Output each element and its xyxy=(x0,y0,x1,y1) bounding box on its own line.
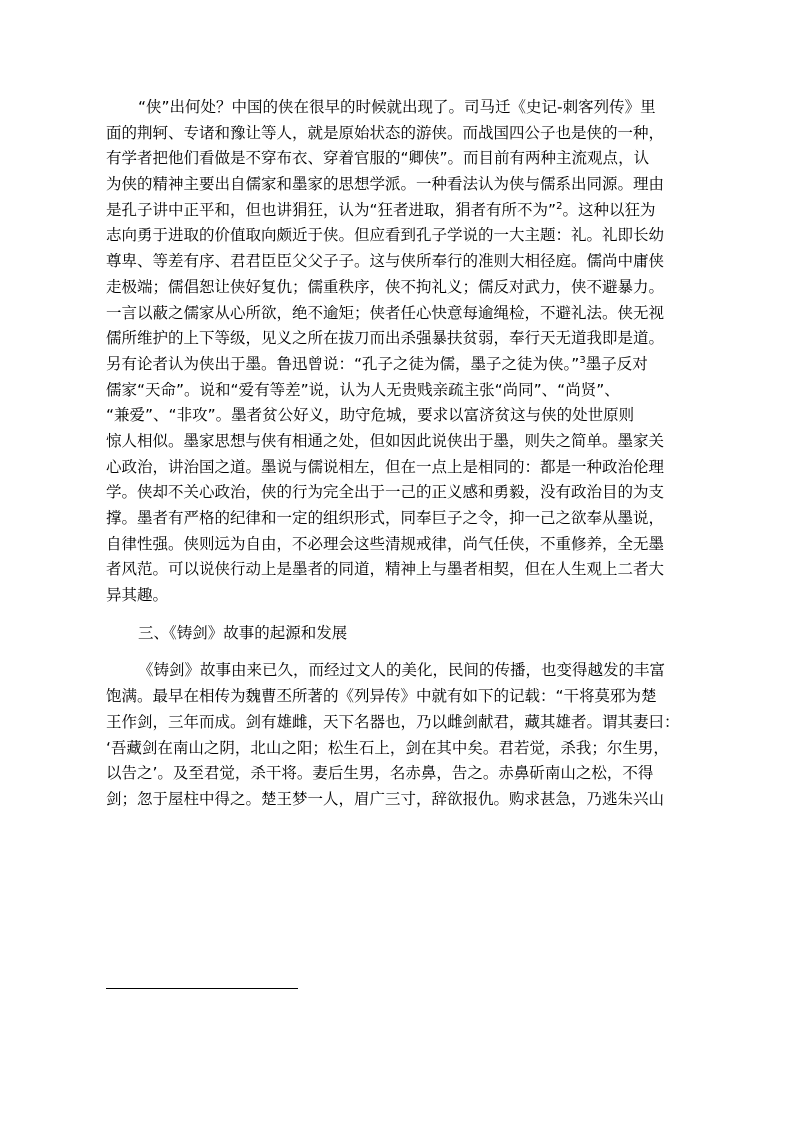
text-line: 志向勇于进取的价值取向颇近于侠。但应看到孔子学说的一大主题：礼。礼即长幼 xyxy=(106,226,665,245)
text-line: 学。侠却不关心政治，侠的行为完全出于一己的正义感和勇毅，没有政治目的为支 xyxy=(106,483,665,502)
text-line: 惊人相似。墨家思想与侠有相通之处，但如因此说侠出于墨，则失之简单。墨家关 xyxy=(106,431,665,450)
text-line: “侠”出何处？中国的侠在很早的时候就出现了。司马迁《史记-刺客列传》里 xyxy=(138,98,656,116)
text-line: 《铸剑》故事由来已久，而经过文人的美化，民间的传播，也变得越发的丰富 xyxy=(138,661,666,680)
text-line: 王作剑，三年而成。剑有雄雌，天下名器也，乃以雌剑献君，藏其雄者。谓其妻曰： xyxy=(106,712,680,731)
text-line: 一言以蔽之儒家从心所欲，绝不逾矩；侠者任心快意每逾绳检，不避礼法。侠无视 xyxy=(106,303,665,322)
text-segment: 。这种以狂为 xyxy=(562,200,656,219)
text-line: 为侠的精神主要出自儒家和墨家的思想学派。一种看法认为侠与儒系出同源。理由 xyxy=(106,175,665,194)
text-line: 儒所维护的上下等级，见义之所在拔刀而出杀强暴扶贫弱，奉行天无道我即是道。 xyxy=(106,329,665,348)
text-line: 异其趣。 xyxy=(106,586,169,605)
text-line: 饱满。最早在相传为魏曹丕所著的《列异传》中就有如下的记载：“干将莫邪为楚 xyxy=(106,687,657,706)
text-line: 撑。墨者有严格的纪律和一定的组织形式，同奉巨子之令，抑一己之欲奉从墨说， xyxy=(106,509,665,527)
paragraph-zhujian-origins xyxy=(106,658,696,812)
text-line: 走极端；儒倡恕让侠好复仇；儒重秩序，侠不拘礼义；儒反对武力，侠不避暴力。 xyxy=(106,277,665,296)
text-line: 者风范。可以说侠行动上是墨者的同道，精神上与墨者相契，但在人生观上二者大 xyxy=(106,560,665,579)
text-line: 有学者把他们看做是不穿布衣、穿着官服的“卿侠”。而目前有两种主流观点，认 xyxy=(106,149,650,168)
text-line-with-footnote xyxy=(106,352,696,378)
text-line-with-footnote xyxy=(106,198,696,224)
section-heading: 三、《铸剑》故事的起源和发展 xyxy=(138,623,348,642)
text-line: “兼爱”、“非攻”。墨者贫公好义，助守危城，要求以富济贫这与侠的处世原则 xyxy=(106,406,635,425)
text-line: 剑；忽于屋柱中得之。楚王梦一人，眉广三寸，辞欲报仇。购求甚急，乃逃朱兴山 xyxy=(106,789,665,808)
text-line: 面的荆轲、专诸和豫让等人，就是原始状态的游侠。而战国四公子也是侠的一种， xyxy=(106,123,665,142)
text-line: 尊卑、等差有序、君君臣臣父父子子。这与侠所奉行的准则大相径庭。儒尚中庸侠 xyxy=(106,252,665,271)
paragraph-origin-of-xia xyxy=(106,95,696,609)
text-line: ‘吾藏剑在南山之阴，北山之阳；松生石上，剑在其中矣。君若觉，杀我；尔生男， xyxy=(106,738,669,757)
footnote-ref-3[interactable]: 3 xyxy=(579,354,586,366)
footnote-separator xyxy=(106,988,298,989)
text-segment: 另有论者认为侠出于墨。鲁迅曾说：“孔子之徒为儒，墨子之徒为侠。” xyxy=(106,354,580,373)
text-line: 自律性强。侠则远为自由，不必理会这些清规戒律，尚气任侠，不重修养，全无墨 xyxy=(106,534,665,553)
text-line: 心政治，讲治国之道。墨说与儒说相左，但在一点上是相同的：都是一种政治伦理 xyxy=(106,457,665,476)
text-line: 以告之’。及至君觉，杀干将。妻后生男，名赤鼻，告之。赤鼻斫南山之松，不得 xyxy=(106,764,654,783)
text-segment: 是孔子讲中正平和，但也讲狷狂，认为“狂者进取，狷者有所不为” xyxy=(106,200,557,219)
footnote-ref-2[interactable]: 2 xyxy=(556,200,563,212)
document-page xyxy=(106,95,696,813)
text-segment: 墨子反对 xyxy=(585,354,648,373)
text-line: 儒家“天命”。说和“爱有等差”说，认为人无贵贱亲疏主张“尚同”、“尚贤”、 xyxy=(106,380,620,399)
